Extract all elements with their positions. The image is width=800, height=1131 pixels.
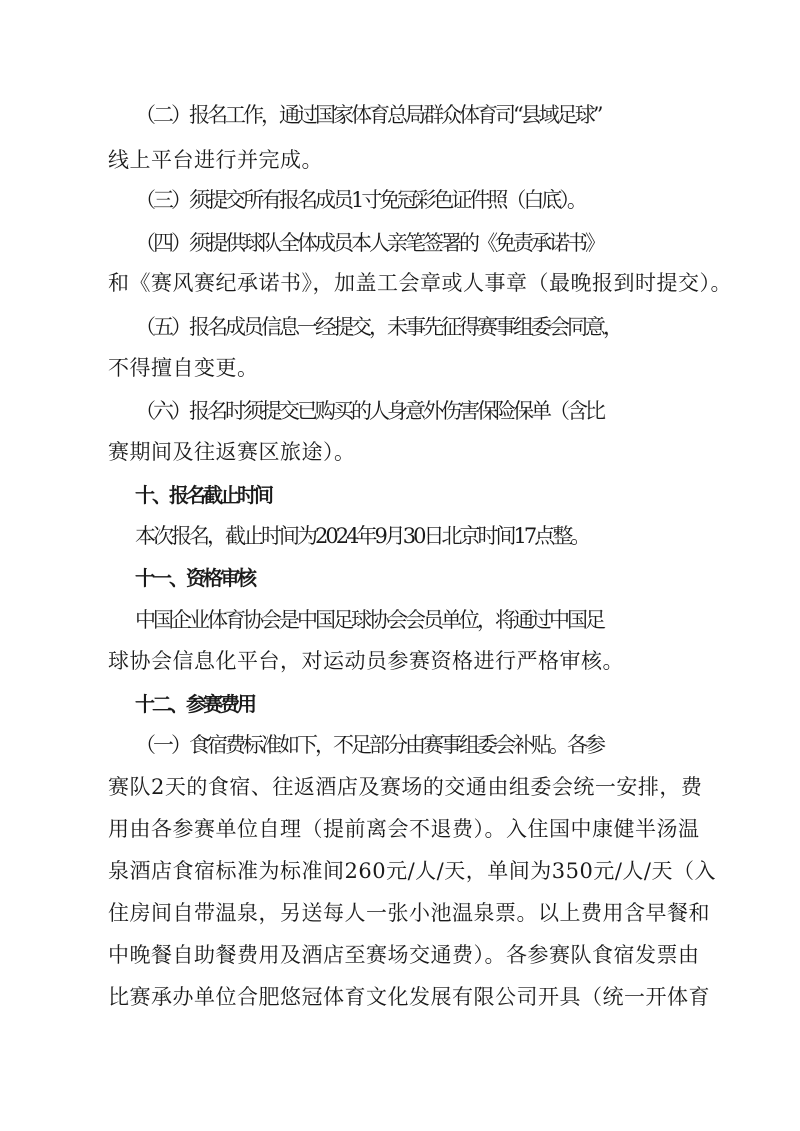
paragraph-6-line-1: （六）报名时须提交已购买的人身意外伤害保险保单（含比	[135, 399, 603, 423]
section-11-line-2: 球协会信息化平台，对运动员参赛资格进行严格审核。	[108, 649, 624, 673]
section-12-line-6: 中晚餐自助餐费用及酒店至赛场交通费）。各参赛队食宿发票由	[108, 943, 700, 967]
paragraph-3-line-1: （三）须提交所有报名成员1寸免冠彩色证件照（白底）。	[135, 188, 585, 212]
paragraph-5-line-2: 不得擅自变更。	[108, 356, 259, 380]
section-12-line-7: 比赛承办单位合肥悠冠体育文化发展有限公司开具（统一开体育	[108, 985, 710, 1009]
section-12-line-4: 泉酒店食宿标准为标准间260元/人/天，单间为350元/人/天（入	[108, 859, 716, 883]
paragraph-5-line-1: （五）报名成员信息一经提交，未事先征得赛事组委会同意，	[135, 315, 621, 339]
section-11-line-1: 中国企业体育协会是中国足球协会会员单位，将通过中国足	[135, 608, 603, 632]
section-10-heading: 十、报名截止时间	[135, 483, 271, 507]
paragraph-2-line-2: 线上平台进行并完成。	[108, 148, 323, 172]
paragraph-6-line-2: 赛期间及往返赛区旅途）。	[108, 440, 356, 464]
section-12-line-5: 住房间自带温泉，另送每人一张小池温泉票。以上费用含早餐和	[108, 901, 710, 925]
paragraph-4-line-2: 和《赛风赛纪承诺书》，加盖工会章或人事章（最晚报到时提交）。	[108, 271, 732, 295]
section-10-body: 本次报名，截止时间为2024年9月30日北京时间17点整。	[135, 524, 589, 548]
section-11-heading: 十一、资格审核	[135, 566, 254, 590]
section-12-line-1: （一）食宿费标准如下，不足部分由赛事组委会补贴。各参	[135, 733, 603, 757]
paragraph-4-line-1: （四）须提供球队全体成员本人亲笔签署的《免责承诺书》	[135, 231, 603, 255]
paragraph-2-line-1: （二）报名工作，通过国家体育总局群众体育司“县域足球”	[135, 103, 601, 127]
section-12-heading: 十二、参赛费用	[135, 692, 254, 716]
section-12-line-3: 用由各参赛单位自理（提前离会不退费）。入住国中康健半汤温	[108, 817, 700, 841]
section-12-line-2: 赛队2天的食宿、往返酒店及赛场的交通由组委会统一安排，费	[108, 775, 703, 799]
